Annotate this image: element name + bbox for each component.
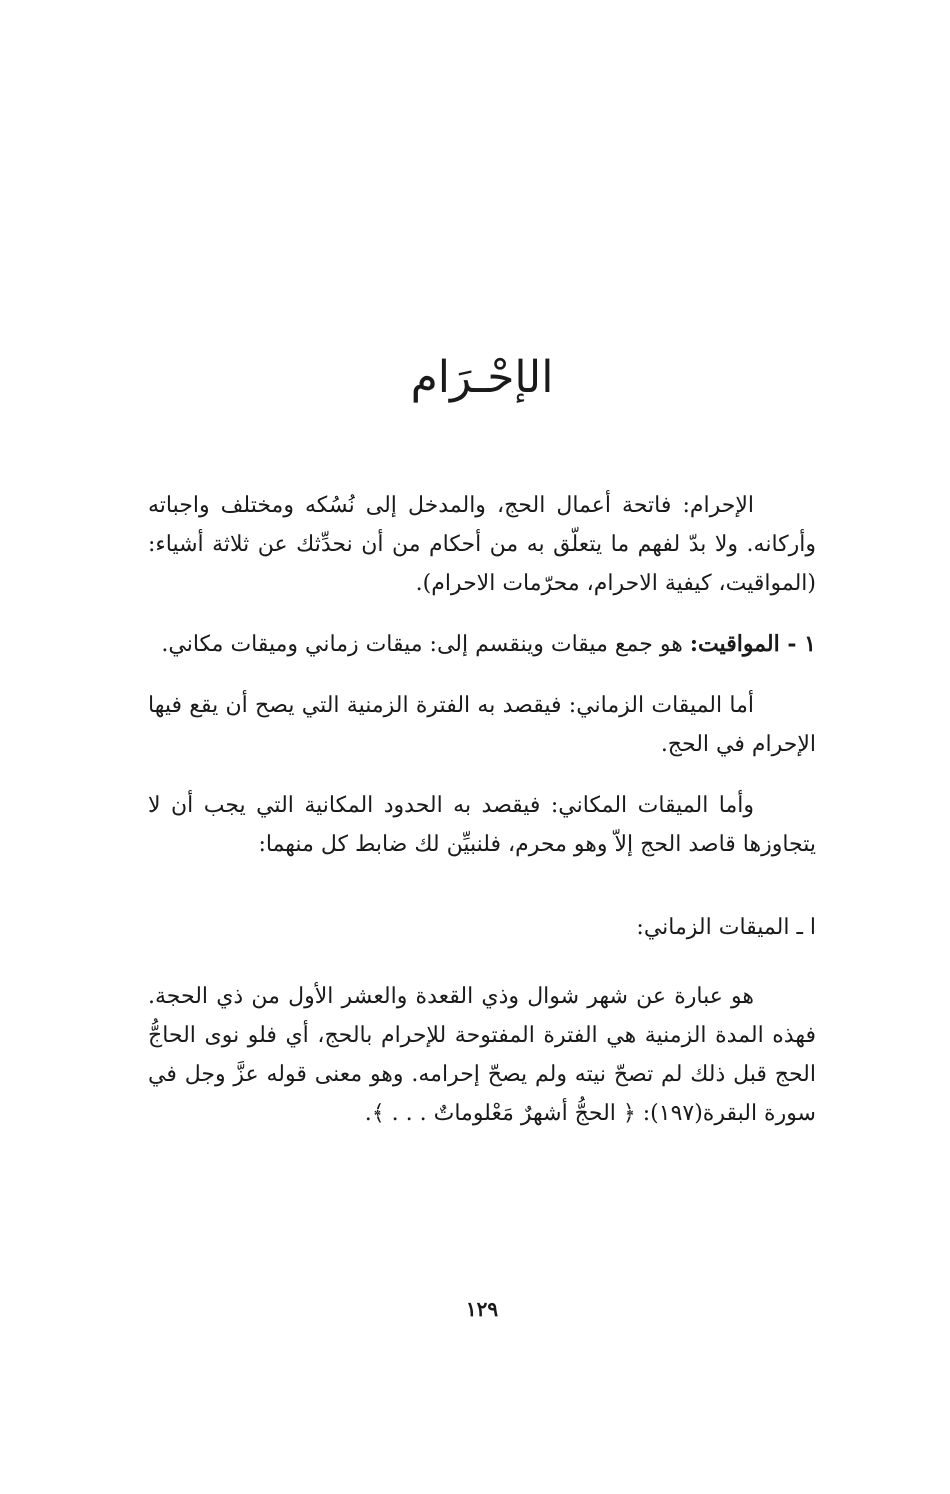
section-mawaqit-term: ١ - المواقيت:	[689, 631, 816, 657]
page-body	[148, 486, 816, 1133]
chapter-title: الإحْـرَام	[410, 352, 554, 403]
book-page	[148, 0, 816, 1494]
section-mawaqit-text: هو جمع ميقات وينقسم إلى: ميقات زماني وميقات مكاني.	[161, 632, 690, 657]
intro-paragraph: الإحرام: فاتحة أعمال الحج، والمدخل إلى نُسُكه ومختلف واجباته وأركانه. ولا بدّ لفهم ما يتعلّق به من أحكام من أن نحدِّثك عن ثلاثة أشياء: (المواقيت، كيفية الاحرام، محرّمات الاحرام).	[148, 493, 816, 596]
page-number: ١٢٩	[465, 1297, 499, 1321]
spatial-definition-paragraph: وأما الميقات المكاني: فيقصد به الحدود المكانية التي يجب أن لا يتجاوزها قاصد الحج إلاّ وهو محرم، فلنبيِّن لك ضابط كل منهما:	[148, 793, 816, 857]
temporal-detail-paragraph: هو عبارة عن شهر شوال وذي القعدة والعشر الأول من ذي الحجة. فهذه المدة الزمنية هي الفترة المفتوحة للإحرام بالحج، أي فلو نوى الحاجُّ الحج قبل ذلك لم تصحّ نيته ولم يصحّ إحرامه. وهو معنى قوله عزَّ وجل في سورة البقرة(١٩٧): ﴿ الحجُّ أشهرٌ مَعْلوماتٌ . . . ﴾.	[148, 984, 816, 1126]
temporal-definition-paragraph: أما الميقات الزماني: فيقصد به الفترة الزمنية التي يصح أن يقع فيها الإحرام في الحج.	[148, 693, 816, 757]
temporal-subheading: ا ـ الميقات الزماني:	[636, 915, 816, 940]
section-mawaqit-paragraph	[148, 625, 816, 664]
